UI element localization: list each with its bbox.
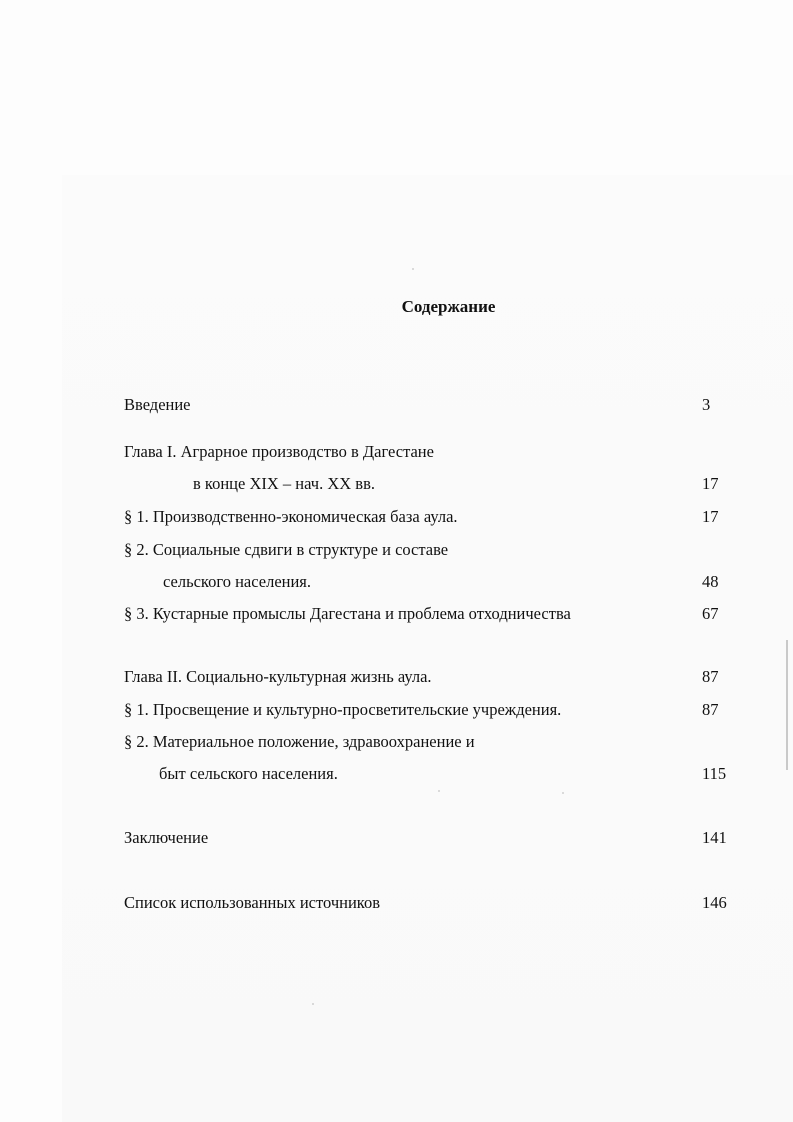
toc-entry-title: сельского населения. <box>163 572 312 591</box>
toc-heading: Содержание <box>401 297 496 316</box>
scan-speck <box>562 792 564 794</box>
toc-entry <box>0 441 793 463</box>
toc-entry <box>0 763 793 785</box>
toc-entry-page: 3 <box>702 395 711 414</box>
toc-entry-title: быт сельского населения. <box>159 764 338 783</box>
toc-entry-page: 146 <box>702 893 727 912</box>
toc-entry-title: § 2. Материальное положение, здравоохранение и <box>124 732 475 751</box>
toc-entry-title: Глава I. Аграрное производство в Дагестане <box>124 442 434 461</box>
toc-entry <box>0 731 793 753</box>
toc-entry-page: 115 <box>702 764 727 783</box>
toc-entry-page: 17 <box>702 507 719 526</box>
toc-entry <box>0 603 793 625</box>
toc-entry-title: Список использованных источников <box>124 893 380 912</box>
toc-entry-title: Глава II. Социально-культурная жизнь аула. <box>124 667 432 686</box>
toc-entry <box>0 571 793 593</box>
toc-entry-page: 48 <box>702 572 719 591</box>
toc-entry <box>0 394 793 416</box>
toc-entry <box>0 827 793 849</box>
toc-entry-title: Введение <box>124 395 191 414</box>
toc-entry-page: 17 <box>702 474 719 493</box>
scan-speck <box>438 790 440 792</box>
toc-entry-title: Заключение <box>124 828 209 847</box>
toc-entry-title: § 2. Социальные сдвиги в структуре и составе <box>124 540 449 559</box>
toc-entry-title: § 1. Просвещение и культурно-просветительские учреждения. <box>124 700 562 719</box>
toc-entry-title: в конце XIX – нач. XX вв. <box>193 474 375 493</box>
toc-entry-page: 67 <box>702 604 719 623</box>
toc-entry <box>0 666 793 688</box>
toc-entry <box>0 473 793 495</box>
toc-entry <box>0 699 793 721</box>
toc-entry-title: § 1. Производственно-экономическая база аула. <box>124 507 458 526</box>
toc-entry <box>0 892 793 914</box>
toc-entry <box>0 539 793 561</box>
scan-background <box>62 175 793 1122</box>
scan-speck <box>412 268 414 270</box>
toc-entry-page: 87 <box>702 700 719 719</box>
toc-entry-page: 141 <box>702 828 727 847</box>
toc-entry-title: § 3. Кустарные промыслы Дагестана и проблема отходничества <box>124 604 571 623</box>
toc-entry <box>0 506 793 528</box>
scan-speck <box>312 1003 314 1005</box>
toc-entry-page: 87 <box>702 667 719 686</box>
